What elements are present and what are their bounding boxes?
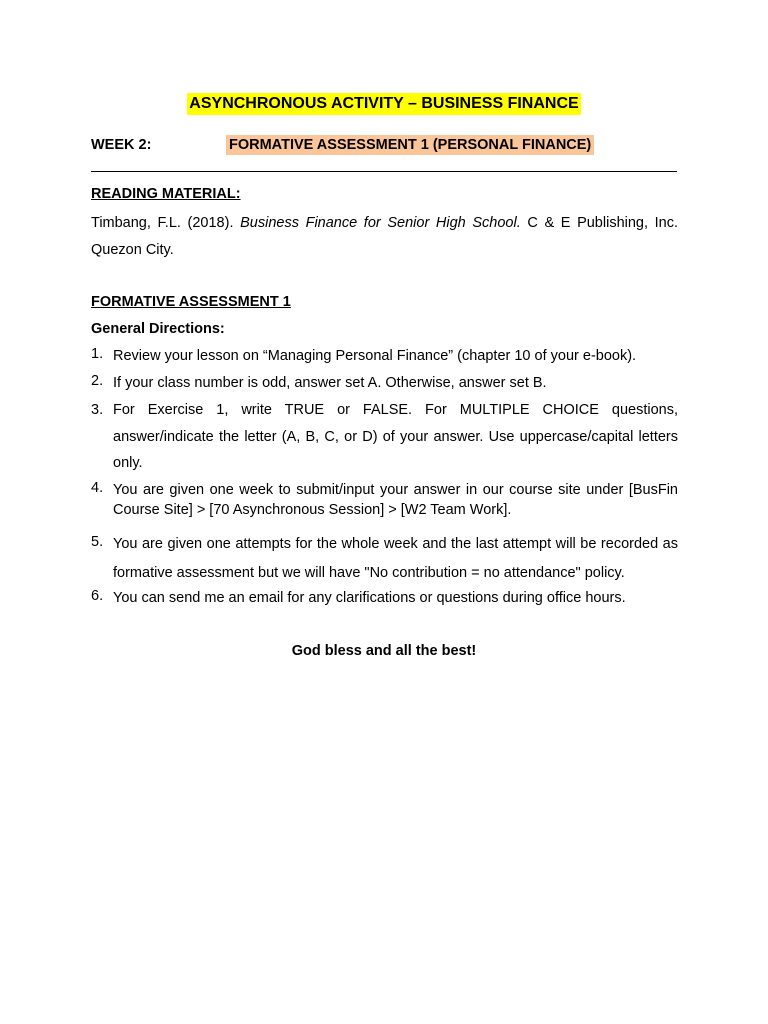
direction-text: You can send me an email for any clarifications or questions during office hours. bbox=[113, 590, 626, 606]
citation-publisher: C & E Publishing, Inc. Quezon City. bbox=[91, 215, 679, 258]
horizontal-rule bbox=[91, 171, 677, 172]
document-title: ASYNCHRONOUS ACTIVITY – BUSINESS FINANCE bbox=[187, 93, 580, 115]
direction-number: 5. bbox=[91, 534, 104, 550]
direction-text: For Exercise 1, write TRUE or FALSE. For MULTIPLE CHOICE questions, answer/indicate the letter (A, B, C, or D) of your answer. Use uppercase/capital letters only. bbox=[113, 402, 678, 471]
reading-material-heading: READING MATERIAL: bbox=[91, 186, 241, 202]
formative-assessment-heading: FORMATIVE ASSESSMENT 1 bbox=[91, 294, 291, 310]
citation-book-title: Business Finance for Senior High School. bbox=[240, 215, 521, 231]
direction-text: If your class number is odd, answer set A. Otherwise, answer set B. bbox=[113, 375, 547, 391]
general-directions-heading: General Directions: bbox=[91, 321, 225, 337]
closing-message: God bless and all the best! bbox=[291, 643, 477, 659]
week-row bbox=[91, 135, 681, 155]
direction-number: 1. bbox=[91, 346, 104, 362]
direction-text: You are given one week to submit/input your answer in our course site under [BusFin Course Site] > [70 Asynchronous Session] > [W2 Team Work]. bbox=[113, 482, 678, 518]
direction-number: 6. bbox=[91, 588, 104, 604]
direction-text: Review your lesson on “Managing Personal Finance” (chapter 10 of your e-book). bbox=[113, 348, 637, 364]
direction-number: 3. bbox=[91, 402, 104, 418]
citation bbox=[91, 210, 678, 264]
direction-number: 2. bbox=[91, 373, 104, 389]
week-title: FORMATIVE ASSESSMENT 1 (PERSONAL FINANCE) bbox=[226, 135, 594, 155]
direction-number: 4. bbox=[91, 480, 104, 496]
direction-text: You are given one attempts for the whole week and the last attempt will be recorded as formative assessment but we will have "No contribution = no attendance" policy. bbox=[113, 536, 678, 581]
citation-author: Timbang, F.L. (2018). bbox=[91, 215, 241, 231]
week-label: WEEK 2: bbox=[91, 137, 152, 153]
title-block bbox=[0, 93, 768, 115]
